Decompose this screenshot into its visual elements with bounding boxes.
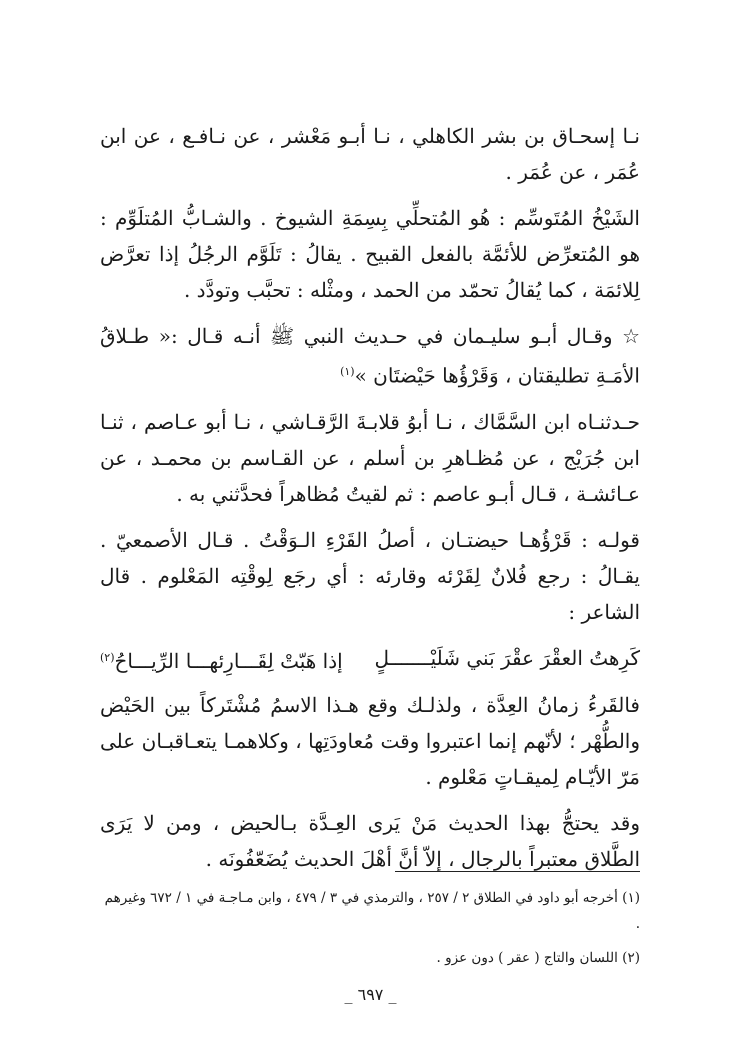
main-text — [100, 118, 640, 887]
paragraph-chain: حـدثنـاه ابن السَّمَّاك ، نـا أبوُ قلابـةَ الرَّقـاشي ، نـا أبو عـاصم ، ثنـا ابن جُرَيْج ، عن مُظـاهرِ بن أسلم ، عن القـاسم بن محمـد ، عن عـائشـة ، قـال أبـو عاصم : ثم لقيتُ مُظاهراً فحدَّثني به . — [100, 409, 640, 506]
footnote-divider — [395, 871, 640, 872]
hadith-text: ☆ وقـال أبـو سليـمان في حـديث النبي ﷺ أنـه قـال :« طـلاقُ الأمَـةِ تطليقتان ، وَقَرْؤُها حَيْضتَان » — [100, 324, 640, 388]
verse-first-hemistich: كَرِهتُ العقْرَ عقْرَ بَني شَلَيْـــــــلٍ — [374, 645, 640, 670]
paragraph-mutawassim: الشَيْخُ المُتَوسِّم : هُو المُتحلِّي بِسِمَةِ الشيوخ . والشـابُّ المُتلَوِّم : هو المُتعرِّض للأئمَّة بالفعل القبيح . يقالُ : تَلَوَّم الرجُلُ إذا تعرَّض لِلائمَة ، كما يُقالُ تحمّد من الحمد ، ومثْله : تحبَّب وتودَّد . — [100, 206, 640, 302]
page-number: _ ٦٩٧ _ — [344, 985, 397, 1004]
paragraph-hadith — [100, 318, 640, 394]
verse-second-hemistich: إذا هَبّتْ لِقَـــارِئهـــا الرِّيـــاحُ$^{(٢)}$ — [100, 649, 343, 674]
footnote-1: (١) أخرجه أبو داود في الطلاق ٢ / ٢٥٧ ، والترمذي في ٣ / ٤٧٩ ، وابن مـاجـة في ١ / ٦٧٢ وغيرهم . — [104, 890, 640, 932]
footnote-marker-2: (٢) — [100, 650, 115, 664]
paragraph-qar: قولـه : قَرْؤُهـا حيضتـان ، أصلُ القَرْءِ الـوَقْتُ . قـال الأصمعيّ . يقـالُ : رجع فُلانٌ لِقَرْئه وقارئه : أي رجَع لِوقْتِه المَعْلوم . قال الشاعر : — [100, 527, 640, 624]
paragraph-qar-meaning: فالقَرءُ زمانُ العِدَّة ، ولذلـك وقع هـذا الاسمُ مُشْتَركاً بين الحَيْض والطُّهْر ؛ لأنّهم إنما اعتبروا وقت مُعاودَتِها ، وكلاهمـا يتعـاقبـان على مَرّ الأيّـام لِميقـاتٍ مَعْلوم . — [100, 693, 640, 790]
paragraph-isnad: نـا إسحـاق بن بشر الكاهلي ، نـا أبـو مَعْشر ، عن نـافـع ، عن ابن عُمَر ، عن عُمَر . — [100, 124, 640, 184]
footnote-2: (٢) اللسان والتاج ( عقر ) دون عزو . — [436, 950, 640, 966]
footnotes — [100, 885, 640, 979]
footnote-marker-1: (١) — [340, 365, 355, 378]
poetry-verse — [100, 640, 640, 680]
paragraph-argument: وقد يحتجُّ بهذا الحديث مَنْ يَرى العِـدَّة بـالحيض ، ومن لا يَرَى الطَّلاق معتبراً بالرجال ، إلاّ أنَّ أهْلَ الحديث يُضَعّفُونَه . — [100, 811, 640, 872]
